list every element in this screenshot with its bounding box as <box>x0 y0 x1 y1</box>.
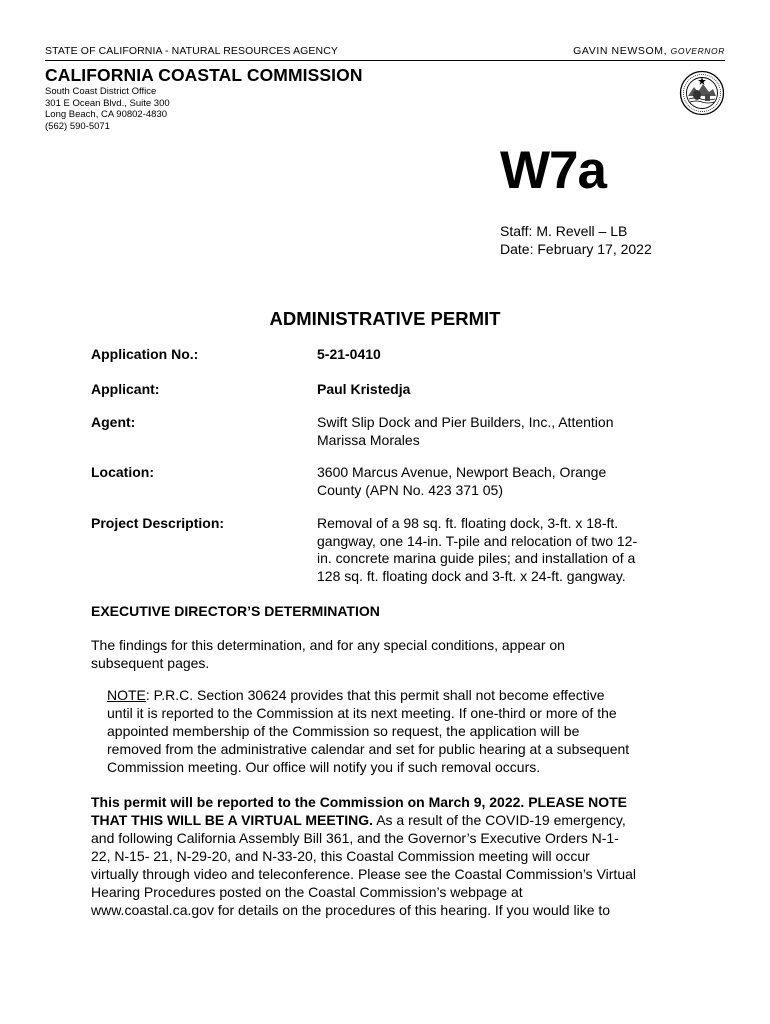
note-line: removed from the administrative calendar and set for public hearing at a subsequent <box>107 741 630 757</box>
reporting-line: www.coastal.ca.gov for details on the procedures of this hearing. If you would like to <box>91 902 611 918</box>
agent-line: Marissa Morales <box>317 431 420 448</box>
paragraph-line: subsequent pages. <box>91 655 210 671</box>
note-line: until it is reported to the Commission at its next meeting. If one-third or more of the <box>107 705 617 721</box>
agent-label: Agent: <box>91 414 136 430</box>
org-name: CALIFORNIA COASTAL COMMISSION <box>45 65 363 85</box>
staff-line: Staff: M. Revell – LB <box>500 223 628 239</box>
agency-line: STATE OF CALIFORNIA - NATURAL RESOURCES AGENCY <box>45 45 339 57</box>
note-label: NOTE <box>107 687 146 703</box>
office-line: South Coast District Office <box>45 86 157 97</box>
staff-block <box>500 222 652 258</box>
note-text: : P.R.C. Section 30624 provides that this permit shall not become effective <box>145 687 605 703</box>
determination-heading: EXECUTIVE DIRECTOR’S DETERMINATION <box>91 603 380 619</box>
note-paragraph <box>107 686 677 776</box>
date-line: Date: February 17, 2022 <box>500 241 652 257</box>
applicant-label: Applicant: <box>91 381 160 397</box>
virtual-meeting-notice: THAT THIS WILL BE A VIRTUAL MEETING. <box>91 812 374 828</box>
reporting-line: 22, N-15- 21, N-29-20, and N-33-20, this Coastal Commission meeting will occur <box>91 848 590 864</box>
location-line: County (APN No. 423 371 05) <box>317 481 503 498</box>
project-description-value <box>317 515 677 585</box>
project-line: Removal of a 98 sq. ft. floating dock, 3-ft. x 18-ft. <box>317 515 619 531</box>
application-label: Application No.: <box>91 346 199 362</box>
note-line: appointed membership of the Commission so request, the application will be <box>107 723 580 739</box>
application-value: 5-21-0410 <box>317 346 381 362</box>
note-line <box>107 686 677 704</box>
document-title: ADMINISTRATIVE PERMIT <box>269 308 501 329</box>
location-line: 3600 Marcus Avenue, Newport Beach, Orange <box>317 464 607 480</box>
paragraph-line: The findings for this determination, and for any special conditions, appear on <box>91 637 565 653</box>
project-line: 128 sq. ft. floating dock and 3-ft. x 24-ft. gangway. <box>317 567 626 584</box>
location-value <box>317 464 677 499</box>
applicant-value: Paul Kristedja <box>317 381 411 397</box>
reporting-bold-line: This permit will be reported to the Commission on March 9, 2022. PLEASE NOTE <box>91 794 627 810</box>
reporting-text: As a result of the COVID-19 emergency, <box>373 812 626 828</box>
reporting-line: Hearing Procedures posted on the Coastal Commission’s webpage at <box>91 884 523 900</box>
reporting-line: virtually through video and teleconference. Please see the Coastal Commission’s Virtual <box>91 866 637 882</box>
agent-line: Swift Slip Dock and Pier Builders, Inc., Attention <box>317 414 614 430</box>
reporting-line <box>91 811 691 829</box>
project-line: gangway, one 14-in. T-pile and relocation of two 12- <box>317 532 638 549</box>
governor-line <box>573 45 725 57</box>
determination-paragraph <box>91 636 651 672</box>
location-label: Location: <box>91 464 154 480</box>
reporting-line: and following California Assembly Bill 361, and the Governor’s Executive Orders N-1- <box>91 830 619 846</box>
reporting-paragraph <box>91 793 691 919</box>
note-line: Commission meeting. Our office will notify you if such removal occurs. <box>107 759 541 775</box>
office-line: Long Beach, CA 90802-4830 <box>45 109 168 121</box>
office-line: 301 E Ocean Blvd., Suite 300 <box>45 97 170 109</box>
project-description-label: Project Description: <box>91 515 225 531</box>
agent-value <box>317 414 677 449</box>
state-seal-icon <box>679 70 725 116</box>
project-line: in. concrete marina guide piles; and installation of a <box>317 550 636 566</box>
office-line: (562) 590-5071 <box>45 120 110 132</box>
header-rule <box>45 60 725 61</box>
governor-title: GOVERNOR <box>670 46 725 56</box>
agenda-item-code: W7a <box>500 141 606 200</box>
governor-name: GAVIN NEWSOM, <box>573 45 671 57</box>
office-address <box>45 86 170 132</box>
